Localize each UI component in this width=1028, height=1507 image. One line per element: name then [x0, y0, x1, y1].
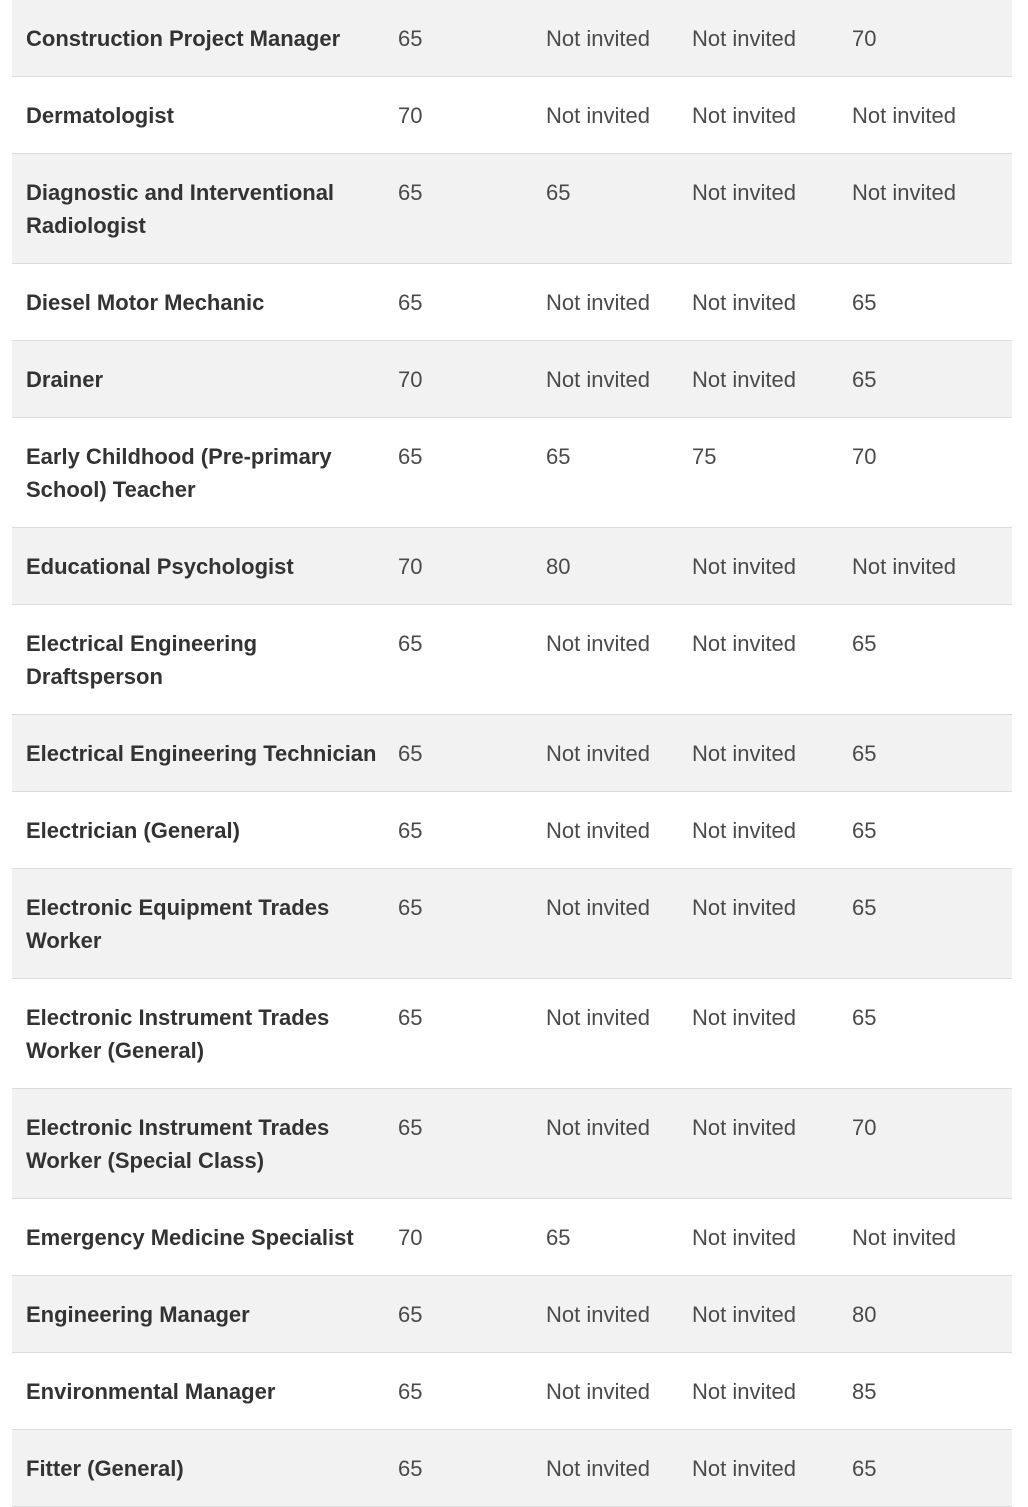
- points-cell: Not invited: [692, 290, 796, 315]
- table-row: [12, 869, 1012, 979]
- points-cell: 65: [398, 895, 423, 920]
- points-cell: Not invited: [546, 1005, 650, 1030]
- points-cell: 65: [398, 1005, 423, 1030]
- points-cell: 65: [398, 1379, 423, 1404]
- table-row: [12, 0, 1012, 77]
- table-row: [12, 1276, 1012, 1353]
- occupation-name: Engineering Manager: [26, 1302, 250, 1327]
- table-row: [12, 341, 1012, 418]
- occupation-name: Electrical Engineering Draftsperson: [26, 631, 258, 689]
- table-row: [12, 715, 1012, 792]
- points-cell: Not invited: [852, 554, 956, 579]
- occupation-name: Electronic Instrument Trades Worker (Special Class): [26, 1115, 330, 1173]
- occupation-name: Early Childhood (Pre-primary School) Teacher: [26, 444, 332, 502]
- occupation-name: Construction Project Manager: [26, 26, 341, 51]
- points-cell: 65: [852, 895, 877, 920]
- points-cell: Not invited: [852, 180, 956, 205]
- table-row: [12, 979, 1012, 1089]
- points-cell: 65: [398, 180, 423, 205]
- table-row: [12, 1430, 1012, 1507]
- points-cell: 65: [852, 367, 877, 392]
- table-row: [12, 154, 1012, 264]
- points-cell: Not invited: [692, 1115, 796, 1140]
- points-cell: 65: [852, 290, 877, 315]
- points-cell: Not invited: [692, 1456, 796, 1481]
- points-cell: 80: [546, 554, 571, 579]
- points-cell: 70: [398, 554, 423, 579]
- occupation-name: Diagnostic and Interventional Radiologist: [26, 180, 335, 238]
- points-cell: 65: [398, 1115, 423, 1140]
- points-cell: 75: [692, 444, 717, 469]
- points-cell: Not invited: [546, 631, 650, 656]
- points-cell: Not invited: [692, 1379, 796, 1404]
- occupation-name: Electrician (General): [26, 818, 240, 843]
- points-cell: 65: [852, 1456, 877, 1481]
- points-cell: 65: [398, 444, 423, 469]
- points-cell: Not invited: [692, 367, 796, 392]
- points-cell: Not invited: [692, 554, 796, 579]
- points-cell: Not invited: [546, 1115, 650, 1140]
- points-cell: Not invited: [546, 818, 650, 843]
- points-cell: 65: [852, 741, 877, 766]
- points-cell: Not invited: [546, 26, 650, 51]
- table-row: [12, 1199, 1012, 1276]
- table-row: [12, 792, 1012, 869]
- table-row: [12, 77, 1012, 154]
- occupation-name: Educational Psychologist: [26, 554, 294, 579]
- occupation-name: Emergency Medicine Specialist: [26, 1225, 354, 1250]
- points-cell: 70: [852, 444, 877, 469]
- points-cell: 70: [852, 26, 877, 51]
- points-cell: Not invited: [692, 103, 796, 128]
- points-cell: Not invited: [852, 1225, 956, 1250]
- points-cell: Not invited: [546, 1302, 650, 1327]
- occupation-name: Fitter (General): [26, 1456, 184, 1481]
- points-cell: 65: [852, 1005, 877, 1030]
- points-cell: Not invited: [546, 103, 650, 128]
- points-cell: Not invited: [692, 26, 796, 51]
- points-cell: 70: [398, 367, 423, 392]
- table-row: [12, 418, 1012, 528]
- points-cell: Not invited: [692, 1225, 796, 1250]
- points-cell: Not invited: [546, 367, 650, 392]
- points-cell: Not invited: [692, 180, 796, 205]
- points-cell: Not invited: [692, 1302, 796, 1327]
- points-cell: 65: [398, 26, 423, 51]
- points-cell: 70: [398, 1225, 423, 1250]
- points-cell: 65: [852, 631, 877, 656]
- points-cell: Not invited: [692, 631, 796, 656]
- occupation-name: Electronic Instrument Trades Worker (General): [26, 1005, 330, 1063]
- points-cell: 65: [398, 1302, 423, 1327]
- table-row: [12, 1353, 1012, 1430]
- table-row: [12, 1089, 1012, 1199]
- table-row: [12, 528, 1012, 605]
- points-cell: 65: [546, 1225, 571, 1250]
- points-cell: Not invited: [546, 895, 650, 920]
- points-cell: Not invited: [546, 1379, 650, 1404]
- points-cell: 65: [546, 180, 571, 205]
- points-cell: 65: [398, 631, 423, 656]
- points-cell: 70: [398, 103, 423, 128]
- points-cell: 65: [398, 1456, 423, 1481]
- occupation-name: Diesel Motor Mechanic: [26, 290, 265, 315]
- points-cell: 65: [546, 444, 571, 469]
- points-cell: 65: [398, 741, 423, 766]
- table-row: [12, 264, 1012, 341]
- table-row: [12, 605, 1012, 715]
- points-cell: Not invited: [546, 1456, 650, 1481]
- occupation-table-container: [12, 0, 1012, 1507]
- occupation-points-table: [12, 0, 1012, 1507]
- points-cell: Not invited: [546, 290, 650, 315]
- points-cell: 80: [852, 1302, 877, 1327]
- points-cell: 70: [852, 1115, 877, 1140]
- occupation-name: Electronic Equipment Trades Worker: [26, 895, 330, 953]
- points-cell: 65: [852, 818, 877, 843]
- points-cell: 85: [852, 1379, 877, 1404]
- points-cell: Not invited: [692, 818, 796, 843]
- occupation-name: Electrical Engineering Technician: [26, 741, 377, 766]
- points-cell: Not invited: [692, 1005, 796, 1030]
- occupation-name: Environmental Manager: [26, 1379, 276, 1404]
- points-cell: 65: [398, 290, 423, 315]
- occupation-name: Drainer: [26, 367, 104, 392]
- points-cell: Not invited: [692, 741, 796, 766]
- points-cell: Not invited: [692, 895, 796, 920]
- points-cell: 65: [398, 818, 423, 843]
- points-cell: Not invited: [852, 103, 956, 128]
- points-cell: Not invited: [546, 741, 650, 766]
- occupation-name: Dermatologist: [26, 103, 174, 128]
